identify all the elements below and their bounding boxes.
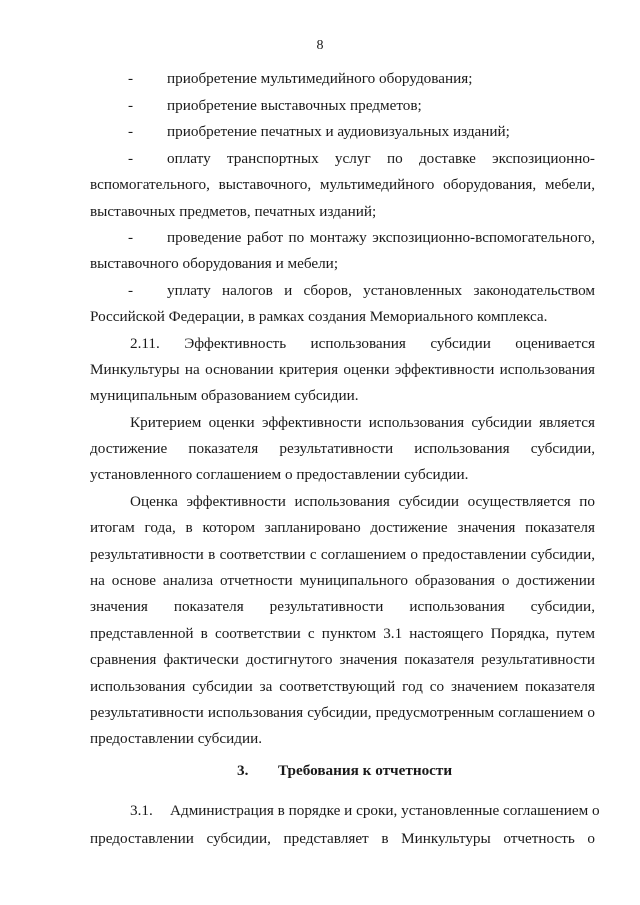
bullet-marker: -	[128, 123, 134, 140]
bullet-item-line: уплату налогов и сборов, установленных законодательством	[167, 282, 595, 299]
bullet-item-line: выставочного оборудования и мебели;	[90, 255, 339, 272]
page-number: 8	[316, 38, 324, 53]
paragraph-line: использования субсидии за соответствующий год со значением показателя	[90, 678, 595, 695]
bullet-item-line: проведение работ по монтажу экспозиционно-вспомогательного,	[167, 229, 595, 246]
paragraph-line: результативности в соответствии с соглашением о предоставлении субсидии,	[90, 546, 595, 563]
paragraph-line: достижение показателя результативности использования субсидии,	[90, 440, 595, 457]
bullet-item-line: Российской Федерации, в рамках создания Мемориального комплекса.	[90, 308, 548, 325]
paragraph-line: муниципальным образованием субсидии.	[90, 387, 359, 404]
bullet-item-line: вспомогательного, выставочного, мультимедийного оборудования, мебели,	[90, 176, 595, 193]
section-number: 3.	[237, 762, 249, 779]
bullet-item-line: приобретение печатных и аудиовизуальных изданий;	[167, 123, 510, 140]
paragraph-line: 2.11. Эффективность использования субсидии оценивается	[130, 335, 595, 352]
bullet-marker: -	[128, 70, 134, 87]
clause-number: 3.1.	[130, 802, 153, 819]
bullet-marker: -	[128, 229, 134, 246]
paragraph-line: значения показателя результативности использования субсидии,	[90, 598, 595, 615]
paragraph-line: представленной в соответствии с пунктом 3.1 настоящего Порядка, путем	[90, 625, 595, 642]
bullet-marker: -	[128, 97, 134, 114]
paragraph-line: Критерием оценки эффективности использования субсидии является	[130, 414, 595, 431]
paragraph-line: установленного соглашением о предоставлении субсидии.	[90, 466, 469, 483]
bullet-item-line: приобретение мультимедийного оборудования;	[167, 70, 473, 87]
section-title: Требования к отчетности	[278, 762, 453, 779]
bullet-marker: -	[128, 282, 134, 299]
paragraph-line: предоставлении субсидии.	[90, 730, 263, 747]
bullet-marker: -	[128, 150, 134, 167]
bullet-item-line: оплату транспортных услуг по доставке экспозиционно-	[167, 150, 595, 167]
paragraph-line: на основе анализа отчетности муниципального образования о достижении	[90, 572, 595, 589]
paragraph-line: сравнения фактически достигнутого значения показателя результативности	[90, 651, 595, 668]
paragraph-line: итогам года, в котором запланировано достижение значения показателя	[90, 519, 595, 536]
paragraph-line: Администрация в порядке и сроки, установленные соглашением о	[170, 802, 600, 819]
paragraph-line: Минкультуры на основании критерия оценки эффективности использования	[90, 361, 595, 378]
paragraph-line: результативности использования субсидии, предусмотренным соглашением о	[90, 704, 595, 721]
bullet-item-line: выставочных предметов, печатных изданий;	[90, 203, 377, 220]
bullet-item-line: приобретение выставочных предметов;	[167, 97, 422, 114]
paragraph-line: предоставлении субсидии, представляет в Минкультуры отчетность о	[90, 830, 595, 847]
paragraph-line: Оценка эффективности использования субсидии осуществляется по	[130, 493, 595, 510]
